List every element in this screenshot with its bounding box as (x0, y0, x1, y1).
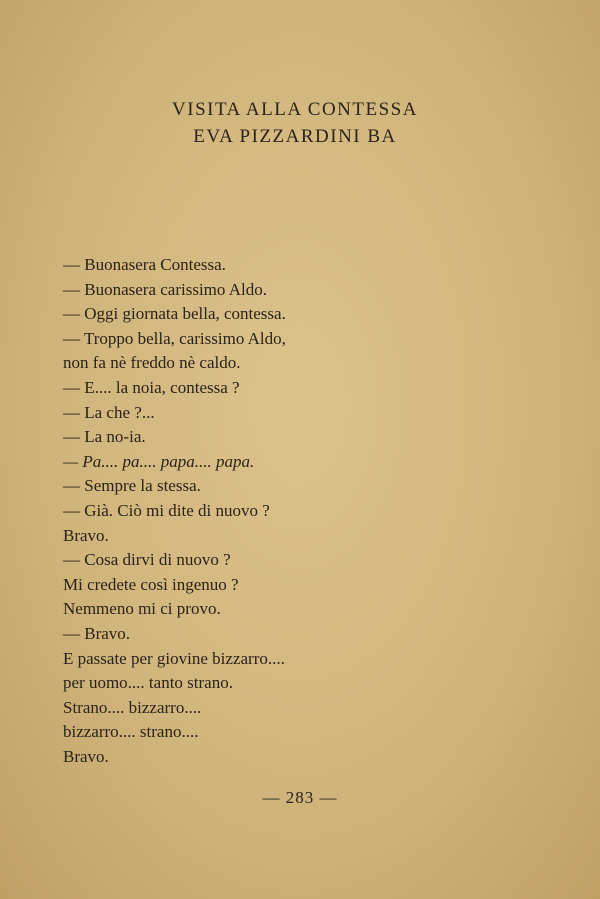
page-number: — 283 — (262, 788, 338, 807)
poem-line: bizzarro.... strano.... (63, 722, 199, 742)
poem-line: — Già. Ciò mi dite di nuovo ? (63, 500, 270, 520)
poem-line: — Pa.... pa.... papa.... papa. (63, 451, 255, 471)
poem-line: — E.... la noia, contessa ? (63, 377, 240, 397)
poem-line: Mi credete così ingenuo ? (63, 574, 239, 594)
poem-line: — Bravo. (63, 623, 131, 643)
poem-line: — Cosa dirvi di nuovo ? (63, 550, 231, 570)
poem-title (0, 96, 590, 150)
title-line-1: VISITA ALLA CONTESSA (172, 99, 418, 120)
poem-line: per uomo.... tanto strano. (63, 673, 233, 693)
poem-line: — La no-ia. (63, 427, 146, 447)
poem-line: Strano.... bizzarro.... (63, 697, 202, 717)
poem-line: Bravo. (63, 525, 109, 545)
poem-line: Bravo. (63, 746, 109, 766)
poem-line: — La che ?... (63, 402, 155, 422)
poem-line: — Buonasera carissimo Aldo. (63, 279, 267, 299)
poem-line: E passate per giovine bizzarro.... (63, 648, 285, 668)
poem-line: — Troppo bella, carissimo Aldo, (63, 328, 286, 348)
poem-line: — Oggi giornata bella, contessa. (63, 304, 286, 324)
poem-line: — Buonasera Contessa. (63, 255, 226, 274)
poem-line: non fa nè freddo nè caldo. (63, 353, 241, 373)
poem-body (63, 253, 393, 769)
poem-line: — Sempre la stessa. (63, 476, 201, 496)
poem-line: Nemmeno mi ci provo. (63, 599, 221, 619)
title-line-2: EVA PIZZARDINI BA (193, 126, 397, 147)
